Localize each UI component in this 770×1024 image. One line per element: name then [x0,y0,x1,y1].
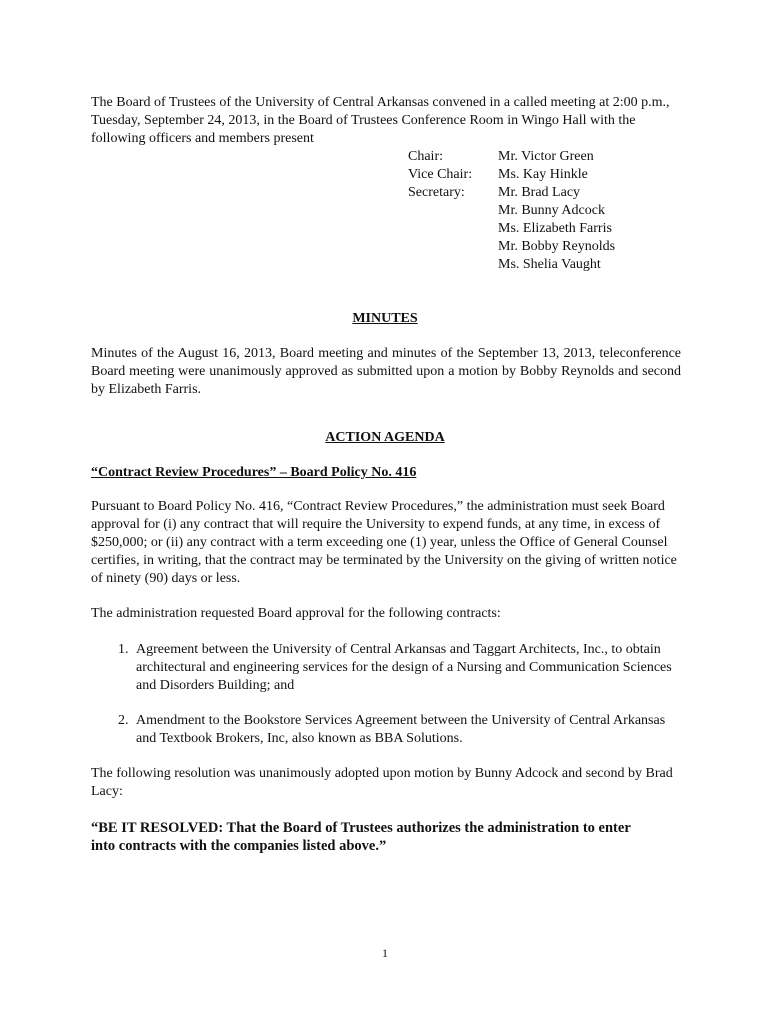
minutes-paragraph: Minutes of the August 16, 2013, Board meeting and minutes of the September 13, 2013, teleconference Board meeting were unanimously approved as submitted upon a motion by Bobby Reynolds and second by Elizabeth Farris. [91,346,681,397]
resolution-text: “BE IT RESOLVED: That the Board of Trustees authorizes the administration to enter into contracts with the companies listed above.” [91,820,631,854]
minutes-heading: MINUTES [352,311,418,326]
officer-name: Ms. Shelia Vaught [498,257,601,272]
list-number: 2. [118,713,129,728]
page-number: 1 [382,946,388,960]
officer-name: Mr. Bunny Adcock [498,203,605,218]
officer-name: Mr. Victor Green [498,149,594,164]
officer-role: Chair: [408,149,443,164]
list-text: Agreement between the University of Central Arkansas and Taggart Architects, Inc., to obtain architectural and engineering services for the design of a Nursing and Communication Sciences and Disorders Building; and [136,642,672,693]
list-text: Amendment to the Bookstore Services Agreement between the University of Central Arkansas and Textbook Brokers, Inc, also known as BBA Solutions. [136,713,666,746]
policy-paragraph: Pursuant to Board Policy No. 416, “Contract Review Procedures,” the administration must seek Board approval for (i) any contract that will require the University to expend funds, at any time, in excess of $250,000; or (ii) any contract with a term exceeding one (1) year, unless the Office of General Counsel certifies, in writing, that the contract may be terminated by the University on the giving of written notice of ninety (90) days or less. [91,499,677,586]
officer-name: Mr. Brad Lacy [498,185,581,200]
policy-subheading: “Contract Review Procedures” – Board Policy No. 416 [91,465,417,480]
officer-name: Ms. Kay Hinkle [498,167,588,182]
officer-name: Mr. Bobby Reynolds [498,239,616,254]
resolution-intro-paragraph: The following resolution was unanimously adopted upon motion by Bunny Adcock and second by Brad Lacy: [91,766,673,799]
officer-role: Vice Chair: [408,167,473,182]
request-paragraph: The administration requested Board approval for the following contracts: [91,606,501,621]
action-agenda-heading: ACTION AGENDA [325,430,445,445]
officer-role: Secretary: [408,185,465,200]
officer-name: Ms. Elizabeth Farris [498,221,612,236]
intro-paragraph: The Board of Trustees of the University of Central Arkansas convened in a called meeting at 2:00 p.m., Tuesday, September 24, 2013, in the Board of Trustees Conference Room in Wingo Hall with the following officers and members present [91,95,670,146]
list-number: 1. [118,642,129,657]
